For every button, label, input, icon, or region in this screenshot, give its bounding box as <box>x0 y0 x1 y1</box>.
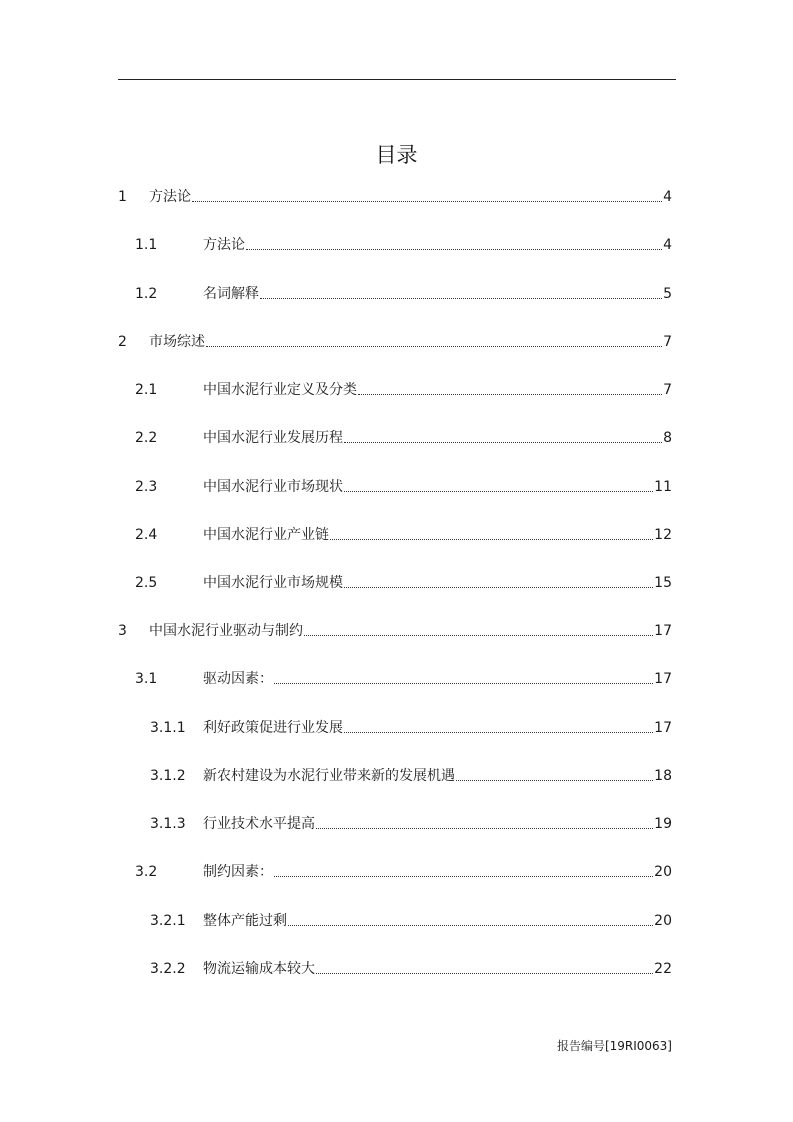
toc-leader-dots <box>344 587 653 588</box>
toc-leader-dots <box>206 346 662 347</box>
toc-entry-title: 名词解释 <box>203 286 259 302</box>
toc-entry-page: 8 <box>663 430 672 446</box>
toc-leader-dots <box>330 539 653 540</box>
toc-entry[interactable] <box>135 425 672 447</box>
page-title: 目录 <box>375 143 418 167</box>
toc-entry-page: 12 <box>654 527 672 543</box>
toc-entry[interactable] <box>135 859 672 881</box>
toc-entry-title: 中国水泥行业发展历程 <box>203 430 343 446</box>
toc-leader-dots <box>344 442 662 443</box>
toc-entry-title: 中国水泥行业市场现状 <box>203 479 343 495</box>
toc-entry-number: 2.1 <box>135 382 158 398</box>
toc-entry-page: 4 <box>663 237 672 253</box>
toc-leader-dots <box>456 780 653 781</box>
toc-entry-number: 3.2.1 <box>150 913 186 929</box>
toc-entry-number: 2.5 <box>135 575 158 591</box>
toc-entry-number: 3.2.2 <box>150 961 186 977</box>
toc-leader-dots <box>344 732 653 733</box>
toc-entry-number: 2.4 <box>135 527 158 543</box>
toc-leader-dots <box>358 394 662 395</box>
toc-entry-number: 2.3 <box>135 479 158 495</box>
toc-entry-number: 2 <box>118 334 127 350</box>
toc-entry-number: 3.1.3 <box>150 816 186 832</box>
toc-entry-title: 制约因素： <box>203 864 273 880</box>
toc-entry-number: 3.1 <box>135 671 158 687</box>
toc-entry-title: 中国水泥行业驱动与制约 <box>149 623 303 639</box>
toc-entry-number: 1.1 <box>135 237 158 253</box>
toc-entry[interactable] <box>118 618 672 640</box>
toc-entry-title: 行业技术水平提高 <box>203 816 315 832</box>
toc-entry[interactable] <box>118 329 672 351</box>
toc-entry[interactable] <box>135 522 672 544</box>
toc-entry-number: 3.1.1 <box>150 720 186 736</box>
toc-entry-number: 3.2 <box>135 864 158 880</box>
toc-leader-dots <box>192 201 662 202</box>
toc-entry-page: 7 <box>663 382 672 398</box>
toc-entry[interactable] <box>150 763 672 785</box>
toc-entry-title: 整体产能过剩 <box>203 913 287 929</box>
toc-entry-number: 2.2 <box>135 430 158 446</box>
toc-entry-title: 中国水泥行业定义及分类 <box>203 382 357 398</box>
toc-entry-number: 1.2 <box>135 286 158 302</box>
toc-entry-page: 20 <box>654 913 672 929</box>
toc-leader-dots <box>344 491 653 492</box>
toc-entry-number: 3 <box>118 623 127 639</box>
toc-entry-page: 20 <box>654 864 672 880</box>
toc-leader-dots <box>304 635 653 636</box>
toc-entry-page: 7 <box>663 334 672 350</box>
toc-entry-title: 中国水泥行业市场规模 <box>203 575 343 591</box>
toc-entry[interactable] <box>135 570 672 592</box>
toc-entry-page: 19 <box>654 816 672 832</box>
toc-entry-page: 4 <box>663 189 672 205</box>
toc-entry[interactable] <box>150 956 672 978</box>
toc-entry-title: 驱动因素： <box>203 671 273 687</box>
toc-entry-page: 5 <box>663 286 672 302</box>
toc-entry-page: 17 <box>654 720 672 736</box>
toc-entry-title: 中国水泥行业产业链 <box>203 527 329 543</box>
toc-leader-dots <box>260 298 662 299</box>
toc-entry-page: 18 <box>654 768 672 784</box>
toc-leader-dots <box>316 973 653 974</box>
toc-entry-title: 新农村建设为水泥行业带来新的发展机遇 <box>203 768 455 784</box>
toc-entry-page: 11 <box>654 479 672 495</box>
toc-entry[interactable] <box>150 908 672 930</box>
toc-leader-dots <box>316 828 653 829</box>
toc-entry-title: 方法论 <box>149 189 191 205</box>
toc-entry[interactable] <box>135 377 672 399</box>
toc-entry-number: 3.1.2 <box>150 768 186 784</box>
toc-entry[interactable] <box>150 715 672 737</box>
toc-entry-page: 17 <box>654 671 672 687</box>
toc-leader-dots <box>274 683 653 684</box>
toc-leader-dots <box>288 925 653 926</box>
toc-entry[interactable] <box>135 232 672 254</box>
toc-leader-dots <box>274 876 653 877</box>
toc-entry-title: 利好政策促进行业发展 <box>203 720 343 736</box>
toc-entry-page: 17 <box>654 623 672 639</box>
toc-entry-page: 15 <box>654 575 672 591</box>
toc-entry[interactable] <box>135 281 672 303</box>
toc-entry[interactable] <box>135 666 672 688</box>
toc-entry-page: 22 <box>654 961 672 977</box>
toc-entry-number: 1 <box>118 189 127 205</box>
toc-entry-title: 市场综述 <box>149 334 205 350</box>
toc-entry[interactable] <box>135 474 672 496</box>
toc-entry-title: 方法论 <box>203 237 245 253</box>
report-code: 报告编号[19RI0063] <box>556 1039 672 1053</box>
toc-entry[interactable] <box>118 184 672 206</box>
toc-entry-title: 物流运输成本较大 <box>203 961 315 977</box>
toc-entry[interactable] <box>150 811 672 833</box>
toc-leader-dots <box>246 249 662 250</box>
